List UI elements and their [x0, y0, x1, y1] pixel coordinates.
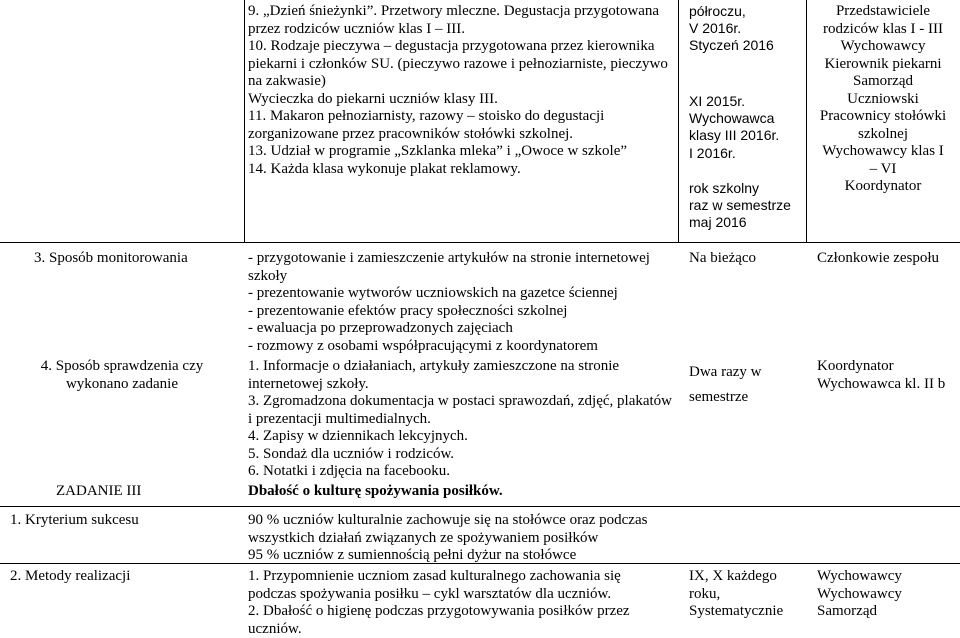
- rule-h-task3: [0, 506, 960, 507]
- timing-block-a: półroczu, V 2016r. Styczeń 2016: [689, 3, 774, 54]
- methods-label: 2. Metody realizacji: [10, 568, 131, 584]
- rule-top-mid: [678, 0, 679, 242]
- activities-list: [248, 3, 676, 178]
- timing-block-b: XI 2015r. Wychowawca klasy III 2016r. I 2016r.: [689, 93, 780, 161]
- activity-item: 9. „Dzień śnieżynki”. Przetwory mleczne. Degustacja przygotowana przez rodziców uczniów klas I – III.: [248, 3, 660, 37]
- activity-item: 13. Udział w programie „Szklanka mleka” i „Owoce w szkole”: [248, 143, 628, 159]
- methods-timing: IX, X każdego roku, Systematycznie: [689, 568, 784, 619]
- rule-top-right: [806, 0, 807, 242]
- section3-label: 3. Sposób monitorowania: [34, 250, 188, 266]
- task3-label: ZADANIE III: [56, 483, 142, 499]
- timing-block-c: rok szkolny raz w semestrze maj 2016: [689, 180, 791, 231]
- task3-title: Dbałość o kulturę spożywania posiłków.: [248, 483, 503, 499]
- section3-content: - przygotowanie i zamieszczenie artykułów na stronie internetowej szkoły - prezentowanie wytworów uczniowskich na gazetce ściennej - prezentowanie efektów pracy społeczności szkolnej - ewaluacja po przeprowadzonych zajęciach - rozmowy z osobami współpracującymi z koordynatorem: [248, 250, 650, 354]
- activity-item: 11. Makaron pełnoziarnisty, razowy – stoisko do degustacji zorganizowane przez pracowników stołówki szkolnej.: [248, 108, 605, 142]
- methods-content: 1. Przypomnienie uczniom zasad kulturalnego zachowania się podczas spożywania posiłku – cykl warsztatów dla uczniów. 2. Dbałość o higienę podczas przygotowywania posiłków przez uczniów.: [248, 568, 630, 637]
- section4-label: 4. Sposób sprawdzenia czy wykonano zadanie: [40, 358, 204, 392]
- methods-responsible: Wychowawcy Wychowawcy Samorząd: [817, 568, 902, 619]
- responsible-block-top: Przedstawiciele rodziców klas I - III Wychowawcy Kierownik piekarni Samorząd Uczniowski Pracownicy stołówki szkolnej Wychowawcy klas I – VI Koordynator: [819, 3, 947, 194]
- criterion-label: 1. Kryterium sukcesu: [10, 512, 139, 528]
- section3-responsible: Członkowie zespołu: [817, 250, 940, 266]
- activity-item: 10. Rodzaje pieczywa – degustacja przygotowana przez kierownika piekarni i członków SU. (pieczywo razowe i pełnoziarniste, pieczywo na zakwasie): [248, 38, 668, 89]
- section4-content: 1. Informacje o działaniach, artykuły zamieszczone na stronie internetowej szkoły. 3. Zgromadzona dokumentacja w postaci sprawozdań, zdjęć, plakatów i prezentacji multimedialnych. 4. Zapisy w dziennikach lekcyjnych. 5. Sondaż dla uczniów i rodziców. 6. Notatki i zdjęcia na facebooku.: [248, 358, 673, 479]
- rule-top-left: [244, 0, 245, 242]
- rule-h-top: [0, 242, 960, 243]
- activity-item: 14. Każda klasa wykonuje plakat reklamowy.: [248, 160, 521, 177]
- criterion-content: 90 % uczniów kulturalnie zachowuje się na stołówce oraz podczas wszystkich działań związanych ze spożywaniem posiłków 95 % uczniów z sumiennością pełni dyżur na stołówce: [248, 512, 648, 563]
- section4-timing: Dwa razy w semestrze: [689, 364, 762, 405]
- section3-timing: Na bieżąco: [689, 250, 757, 266]
- activity-item: Wycieczka do piekarni uczniów klasy III.: [248, 90, 498, 107]
- section4-responsible: Koordynator Wychowawca kl. II b: [817, 358, 946, 392]
